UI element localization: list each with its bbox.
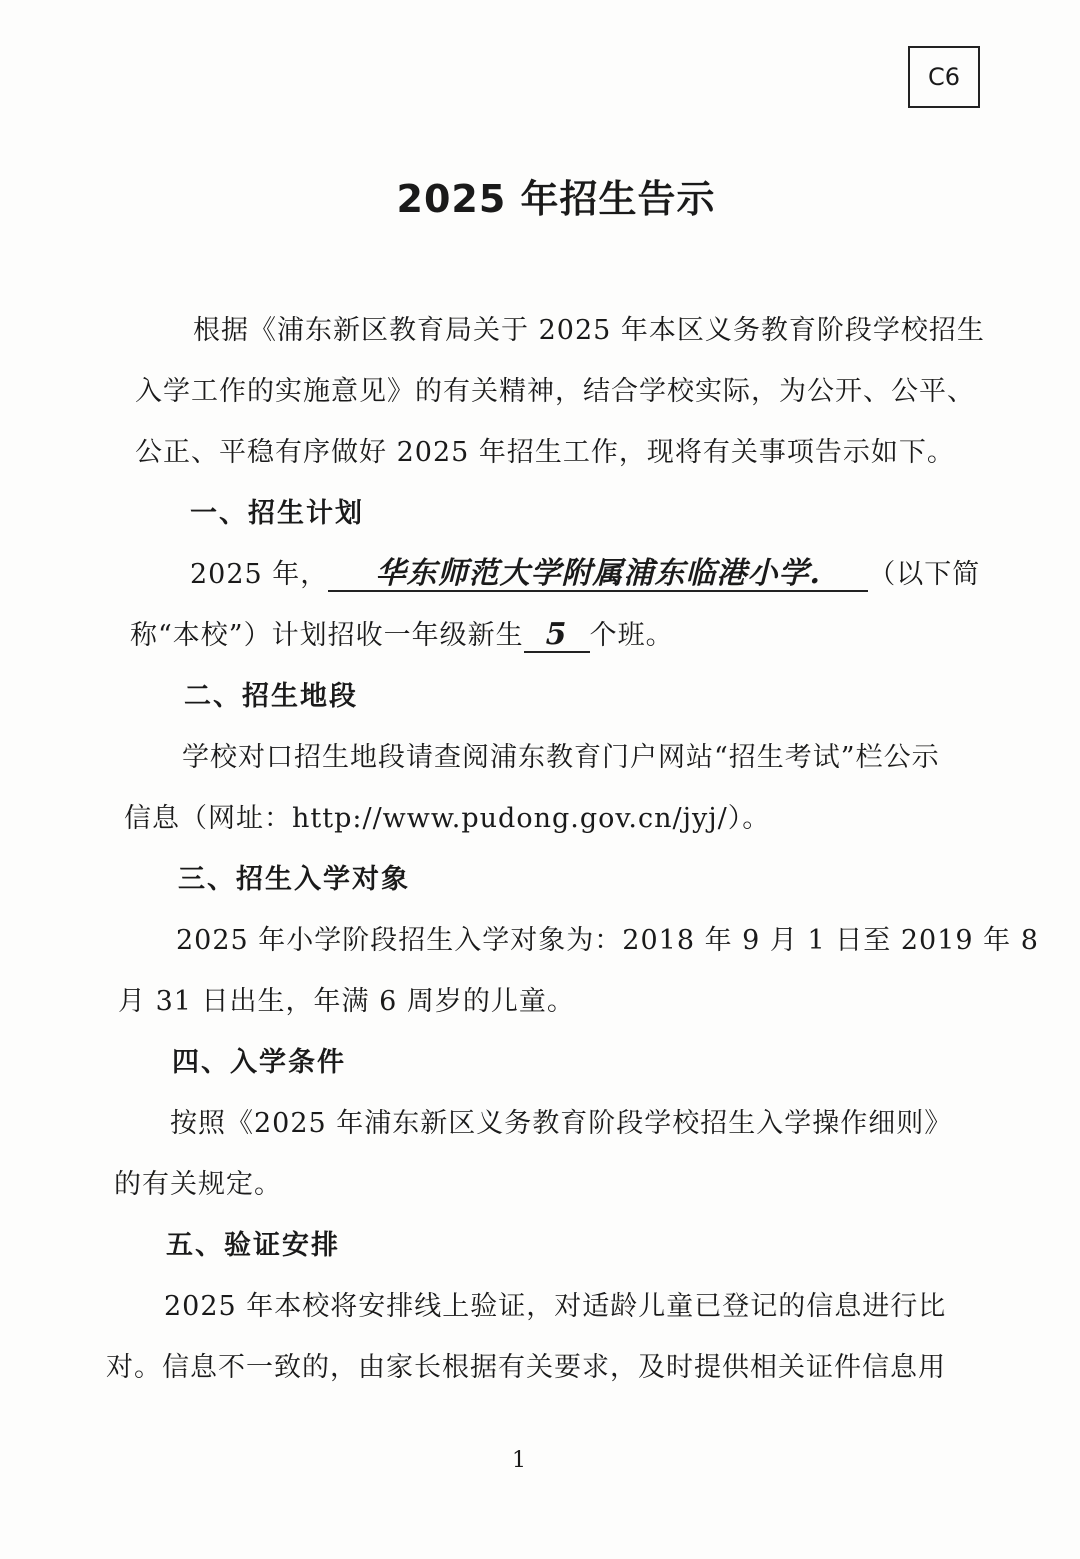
section-heading-eligibility: 三、招生入学对象: [178, 864, 410, 895]
plan-line-2: [130, 613, 674, 653]
page-title: 2025 年招生告示: [396, 177, 716, 221]
verification-line-1: 2025 年本校将安排线上验证，对适龄儿童已登记的信息进行比: [164, 1291, 947, 1322]
plan-line2-suffix: 个班。: [589, 620, 674, 651]
intro-line-3: 公正、平稳有序做好 2025 年招生工作，现将有关事项告示如下。: [135, 437, 955, 468]
handwritten-class-count: 5: [524, 619, 590, 653]
eligibility-line-2: 月 31 日出生，年满 6 周岁的儿童。: [118, 986, 575, 1017]
intro-line-1: 根据《浦东新区教育局关于 2025 年本区义务教育阶段学校招生: [193, 315, 985, 346]
intro-line-2: 入学工作的实施意见》的有关精神，结合学校实际，为公开、公平、: [135, 376, 975, 407]
district-line-2: 信息（网址：http://www.pudong.gov.cn/jyj/）。: [124, 803, 771, 834]
section-heading-verification: 五、验证安排: [166, 1230, 340, 1261]
district-line-1: 学校对口招生地段请查阅浦东教育门户网站“招生考试”栏公示: [182, 742, 940, 773]
eligibility-line-1: 2025 年小学阶段招生入学对象为：2018 年 9 月 1 日至 2019 年 8: [176, 925, 1039, 956]
plan-line2-prefix: 称“本校”）计划招收一年级新生: [130, 620, 524, 651]
section-heading-district: 二、招生地段: [184, 681, 358, 712]
plan-suffix: （以下简: [868, 559, 981, 590]
verification-line-2: 对。信息不一致的，由家长根据有关要求，及时提供相关证件信息用: [106, 1352, 946, 1383]
section-heading-plan: 一、招生计划: [190, 498, 364, 529]
plan-year-prefix: 2025 年，: [190, 559, 329, 590]
document-code-box: C6: [908, 46, 980, 108]
page-number: 1: [512, 1448, 526, 1473]
conditions-line-2: 的有关规定。: [114, 1169, 282, 1200]
plan-line-1: [190, 552, 980, 592]
handwritten-school-name: 华东师范大学附属浦东临港小学.: [328, 558, 868, 592]
section-heading-conditions: 四、入学条件: [172, 1047, 346, 1078]
conditions-line-1: 按照《2025 年浦东新区义务教育阶段学校招生入学操作细则》: [170, 1108, 953, 1139]
